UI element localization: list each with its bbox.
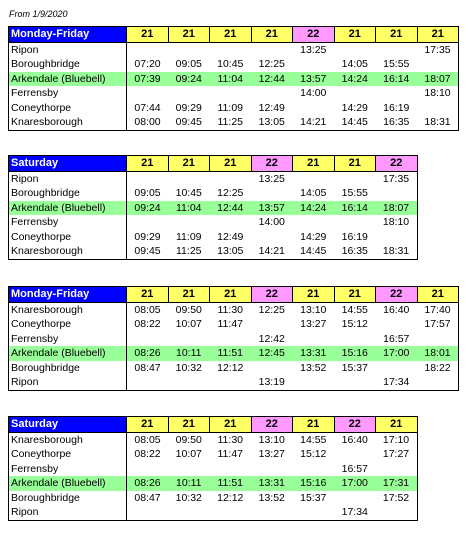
stop-row — [9, 101, 459, 116]
departure-time: 15:12 — [300, 448, 327, 461]
departure-time: 17:10 — [376, 432, 418, 447]
departure-time: 15:37 — [300, 491, 327, 504]
departure-time: 10:11 — [168, 476, 210, 491]
departure-time: 11:09 — [217, 101, 243, 114]
departure-time: 14:55 — [341, 303, 368, 316]
departure-time: 18:01 — [417, 346, 459, 361]
departure-time — [334, 171, 376, 186]
departure-time: 12:25 — [217, 187, 244, 200]
departure-time: 08:05 — [134, 433, 161, 446]
stop-name: Knaresborough — [9, 432, 127, 447]
service-number: 22 — [251, 156, 293, 172]
departure-time — [210, 42, 252, 57]
departure-time: 16:40 — [383, 303, 410, 316]
departure-time: 11:25 — [168, 244, 210, 259]
departure-time: 14:29 — [300, 230, 327, 243]
service-number: 21 — [127, 417, 169, 433]
departure-time: 09:29 — [175, 101, 202, 114]
departure-time — [251, 230, 293, 245]
stop-row — [9, 317, 459, 332]
service-number: 22 — [376, 287, 418, 303]
stop-row — [9, 186, 418, 201]
stop-row — [9, 462, 418, 477]
service-number: 22 — [376, 156, 418, 172]
departure-time: 14:24 — [334, 72, 376, 87]
departure-time — [334, 42, 376, 57]
timetable-2 — [8, 155, 418, 260]
service-number: 21 — [251, 27, 293, 43]
departure-time — [210, 215, 252, 230]
departure-time: 08:26 — [127, 476, 169, 491]
departure-time: 08:22 — [134, 448, 161, 461]
service-number: 21 — [168, 287, 210, 303]
departure-time — [168, 42, 210, 57]
stop-row — [9, 476, 418, 491]
departure-time — [127, 171, 169, 186]
service-number: 21 — [210, 287, 252, 303]
departure-time: 13:27 — [258, 448, 285, 461]
departure-time — [293, 101, 335, 116]
service-number: 21 — [127, 27, 169, 43]
departure-time: 08:05 — [134, 303, 161, 316]
stop-name: Ripon — [9, 505, 127, 520]
departure-time: 17:34 — [334, 505, 376, 520]
service-number: 21 — [168, 417, 210, 433]
departure-time: 17:35 — [376, 171, 418, 186]
departure-time — [293, 171, 335, 186]
departure-time: 08:00 — [127, 115, 169, 130]
departure-time — [293, 57, 335, 72]
departure-time: 11:47 — [217, 318, 243, 331]
departure-time — [293, 462, 335, 477]
header-row — [9, 27, 459, 43]
departure-time: 12:25 — [258, 58, 285, 71]
departure-time — [210, 462, 252, 477]
stop-name: Coneythorpe — [9, 230, 127, 245]
departure-time: 13:27 — [300, 318, 327, 331]
departure-time — [210, 171, 252, 186]
departure-time: 09:24 — [168, 72, 210, 87]
header-row — [9, 417, 418, 433]
departure-time: 14:29 — [341, 101, 368, 114]
departure-time: 10:07 — [175, 318, 202, 331]
stop-row — [9, 171, 418, 186]
departure-time — [251, 361, 293, 376]
day-title: Saturday — [9, 417, 127, 433]
departure-time — [376, 86, 418, 101]
departure-time: 12:25 — [258, 303, 285, 316]
departure-time: 12:42 — [258, 332, 285, 345]
departure-time — [127, 215, 169, 230]
departure-time — [417, 57, 459, 72]
departure-time: 11:51 — [210, 346, 252, 361]
departure-time: 07:20 — [134, 58, 161, 71]
departure-time: 14:00 — [258, 216, 285, 229]
departure-time: 13:31 — [251, 476, 293, 491]
departure-time — [334, 86, 376, 101]
departure-time: 12:49 — [217, 230, 244, 243]
departure-time — [376, 317, 418, 332]
stop-name: Coneythorpe — [9, 101, 127, 116]
departure-time: 17:31 — [376, 476, 418, 491]
departure-time — [168, 332, 210, 347]
departure-time: 08:47 — [134, 491, 161, 504]
service-number: 21 — [127, 287, 169, 303]
departure-time: 10:32 — [175, 361, 202, 374]
departure-time — [376, 462, 418, 477]
stop-name: Ferrensby — [9, 462, 127, 477]
departure-time — [127, 505, 169, 520]
service-number: 21 — [293, 156, 335, 172]
departure-time: 15:55 — [341, 187, 368, 200]
stop-row — [9, 72, 459, 87]
departure-time — [210, 375, 252, 390]
departure-time — [168, 375, 210, 390]
departure-time: 12:49 — [258, 101, 285, 114]
service-number: 21 — [417, 287, 459, 303]
stop-name: Boroughbridge — [9, 491, 127, 506]
departure-time — [251, 317, 293, 332]
departure-time — [293, 215, 335, 230]
departure-time — [168, 171, 210, 186]
service-number: 21 — [210, 156, 252, 172]
departure-time: 09:05 — [134, 187, 161, 200]
departure-time: 14:21 — [293, 115, 335, 130]
service-number: 21 — [376, 417, 418, 433]
departure-time: 15:55 — [383, 58, 410, 71]
stop-name: Ferrensby — [9, 215, 127, 230]
departure-time: 15:16 — [334, 346, 376, 361]
departure-time: 11:30 — [217, 303, 243, 316]
departure-time: 11:04 — [168, 201, 210, 216]
departure-time — [334, 332, 376, 347]
stop-name: Coneythorpe — [9, 317, 127, 332]
departure-time — [127, 375, 169, 390]
departure-time: 16:19 — [383, 101, 410, 114]
stop-row — [9, 57, 459, 72]
stop-row — [9, 332, 459, 347]
stop-name: Ferrensby — [9, 332, 127, 347]
stop-name: Knaresborough — [9, 302, 127, 317]
day-title: Monday-Friday — [9, 27, 127, 43]
service-number: 21 — [417, 27, 459, 43]
stop-row — [9, 115, 459, 130]
departure-time: 07:44 — [134, 101, 161, 114]
stop-name: Boroughbridge — [9, 57, 127, 72]
stop-row — [9, 244, 418, 259]
departure-time — [293, 375, 335, 390]
departure-time — [334, 215, 376, 230]
service-number: 21 — [293, 417, 335, 433]
service-number: 22 — [334, 417, 376, 433]
departure-time — [127, 86, 169, 101]
departure-time: 09:24 — [127, 201, 169, 216]
departure-time — [127, 462, 169, 477]
departure-time: 13:10 — [258, 433, 285, 446]
timetable-3 — [8, 286, 459, 391]
stop-row — [9, 432, 418, 447]
departure-time: 17:00 — [334, 476, 376, 491]
service-number: 21 — [334, 27, 376, 43]
departure-time: 13:25 — [300, 43, 327, 56]
departure-time: 14:00 — [300, 87, 327, 100]
departure-time — [168, 86, 210, 101]
departure-time — [127, 42, 169, 57]
departure-time — [376, 361, 418, 376]
stop-row — [9, 505, 418, 520]
stop-name: Coneythorpe — [9, 447, 127, 462]
service-number: 22 — [251, 287, 293, 303]
stop-name: Ferrensby — [9, 86, 127, 101]
departure-time — [376, 505, 418, 520]
departure-time: 15:16 — [293, 476, 335, 491]
departure-time: 12:45 — [251, 346, 293, 361]
departure-time: 16:35 — [376, 115, 418, 130]
departure-time — [251, 505, 293, 520]
departure-time: 13:05 — [210, 244, 252, 259]
departure-time: 17:00 — [376, 346, 418, 361]
departure-time: 13:52 — [300, 361, 327, 374]
departure-time: 18:07 — [417, 72, 459, 87]
departure-time — [251, 86, 293, 101]
departure-time — [210, 332, 252, 347]
departure-time — [376, 42, 418, 57]
stop-name: Ripon — [9, 375, 127, 390]
service-number: 21 — [127, 156, 169, 172]
departure-time — [168, 462, 210, 477]
departure-time: 17:40 — [417, 302, 459, 317]
departure-time — [251, 186, 293, 201]
departure-time: 14:05 — [341, 58, 368, 71]
stop-name: Arkendale (Bluebell) — [9, 346, 127, 361]
departure-time: 13:31 — [293, 346, 335, 361]
departure-time: 17:34 — [376, 375, 418, 390]
departure-time: 10:32 — [175, 491, 202, 504]
departure-time: 17:57 — [417, 317, 459, 332]
stop-name: Arkendale (Bluebell) — [9, 476, 127, 491]
departure-time: 12:44 — [210, 201, 252, 216]
stop-name: Knaresborough — [9, 115, 127, 130]
departure-time: 12:44 — [251, 72, 293, 87]
departure-time: 11:04 — [210, 72, 252, 87]
departure-time: 07:39 — [127, 72, 169, 87]
departure-time: 13:57 — [251, 201, 293, 216]
timetable-1 — [8, 26, 459, 131]
stop-row — [9, 375, 459, 390]
service-number: 21 — [293, 287, 335, 303]
departure-time: 16:40 — [341, 433, 368, 446]
departure-time — [293, 505, 335, 520]
departure-time: 09:50 — [175, 433, 202, 446]
stop-name: Arkendale (Bluebell) — [9, 72, 127, 87]
departure-time: 18:22 — [417, 361, 459, 376]
departure-time: 09:45 — [168, 115, 210, 130]
departure-time: 17:27 — [376, 447, 418, 462]
stop-row — [9, 302, 459, 317]
departure-time — [334, 447, 376, 462]
departure-time — [210, 86, 252, 101]
departure-time: 15:12 — [341, 318, 368, 331]
departure-time — [417, 332, 459, 347]
stop-row — [9, 86, 459, 101]
departure-time: 16:35 — [334, 244, 376, 259]
departure-time: 15:37 — [341, 361, 368, 374]
departure-time — [417, 101, 459, 116]
stop-name: Ripon — [9, 42, 127, 57]
departure-time: 14:45 — [334, 115, 376, 130]
departure-time: 11:25 — [210, 115, 252, 130]
header-row — [9, 287, 459, 303]
departure-time: 13:10 — [300, 303, 327, 316]
departure-time: 08:22 — [134, 318, 161, 331]
stop-row — [9, 346, 459, 361]
departure-time: 14:24 — [293, 201, 335, 216]
service-number: 22 — [251, 417, 293, 433]
departure-time: 16:57 — [341, 462, 368, 475]
departure-time — [251, 42, 293, 57]
departure-time: 18:31 — [417, 115, 459, 130]
departure-time: 12:12 — [217, 361, 244, 374]
departure-time: 14:55 — [300, 433, 327, 446]
service-number: 21 — [210, 417, 252, 433]
stop-name: Boroughbridge — [9, 361, 127, 376]
departure-time — [417, 375, 459, 390]
departure-time: 13:19 — [251, 375, 293, 390]
service-number: 21 — [168, 156, 210, 172]
departure-time — [251, 462, 293, 477]
departure-time: 10:07 — [175, 448, 202, 461]
departure-time — [210, 505, 252, 520]
departure-time: 16:19 — [341, 230, 368, 243]
departure-time: 13:57 — [293, 72, 335, 87]
departure-time — [168, 505, 210, 520]
departure-time: 11:51 — [210, 476, 252, 491]
departure-time: 17:52 — [376, 491, 418, 506]
departure-time: 09:45 — [127, 244, 169, 259]
header-row — [9, 156, 418, 172]
stop-row — [9, 215, 418, 230]
departure-time: 09:05 — [175, 58, 202, 71]
departure-time: 10:45 — [175, 187, 202, 200]
departure-time: 11:30 — [217, 433, 243, 446]
service-number: 21 — [210, 27, 252, 43]
departure-time: 16:57 — [383, 332, 410, 345]
departure-time: 11:47 — [217, 448, 243, 461]
departure-time: 11:09 — [176, 230, 202, 243]
stop-row — [9, 491, 418, 506]
departure-time: 13:25 — [258, 172, 285, 185]
departure-time: 09:50 — [175, 303, 202, 316]
service-number: 21 — [334, 156, 376, 172]
departure-time: 13:05 — [251, 115, 293, 130]
day-title: Monday-Friday — [9, 287, 127, 303]
stop-name: Arkendale (Bluebell) — [9, 201, 127, 216]
stop-row — [9, 361, 459, 376]
departure-time — [127, 332, 169, 347]
departure-time — [376, 186, 418, 201]
departure-time: 10:11 — [168, 346, 210, 361]
departure-time: 08:26 — [127, 346, 169, 361]
day-title: Saturday — [9, 156, 127, 172]
departure-time — [334, 491, 376, 506]
departure-time: 18:31 — [376, 244, 418, 259]
departure-time: 18:10 — [417, 86, 459, 101]
departure-time — [168, 215, 210, 230]
stop-name: Knaresborough — [9, 244, 127, 259]
departure-time — [293, 332, 335, 347]
departure-time: 12:12 — [217, 491, 244, 504]
departure-time: 18:10 — [376, 215, 418, 230]
stop-name: Boroughbridge — [9, 186, 127, 201]
departure-time: 17:35 — [417, 42, 459, 57]
departure-time: 10:45 — [217, 58, 244, 71]
departure-time: 09:29 — [134, 230, 161, 243]
departure-time: 14:21 — [251, 244, 293, 259]
timetable-4 — [8, 416, 418, 521]
departure-time: 13:52 — [258, 491, 285, 504]
service-number: 22 — [293, 27, 335, 43]
service-number: 21 — [376, 27, 418, 43]
departure-time — [376, 230, 418, 245]
departure-time: 16:14 — [334, 201, 376, 216]
departure-time: 08:47 — [134, 361, 161, 374]
stop-name: Ripon — [9, 171, 127, 186]
departure-time: 16:14 — [376, 72, 418, 87]
departure-time — [334, 375, 376, 390]
service-number: 21 — [334, 287, 376, 303]
departure-time: 14:05 — [300, 187, 327, 200]
stop-row — [9, 201, 418, 216]
service-number: 21 — [168, 27, 210, 43]
stop-row — [9, 447, 418, 462]
stop-row — [9, 42, 459, 57]
stop-row — [9, 230, 418, 245]
departure-time: 14:45 — [293, 244, 335, 259]
effective-date-note: From 1/9/2020 — [9, 9, 68, 19]
departure-time: 18:07 — [376, 201, 418, 216]
